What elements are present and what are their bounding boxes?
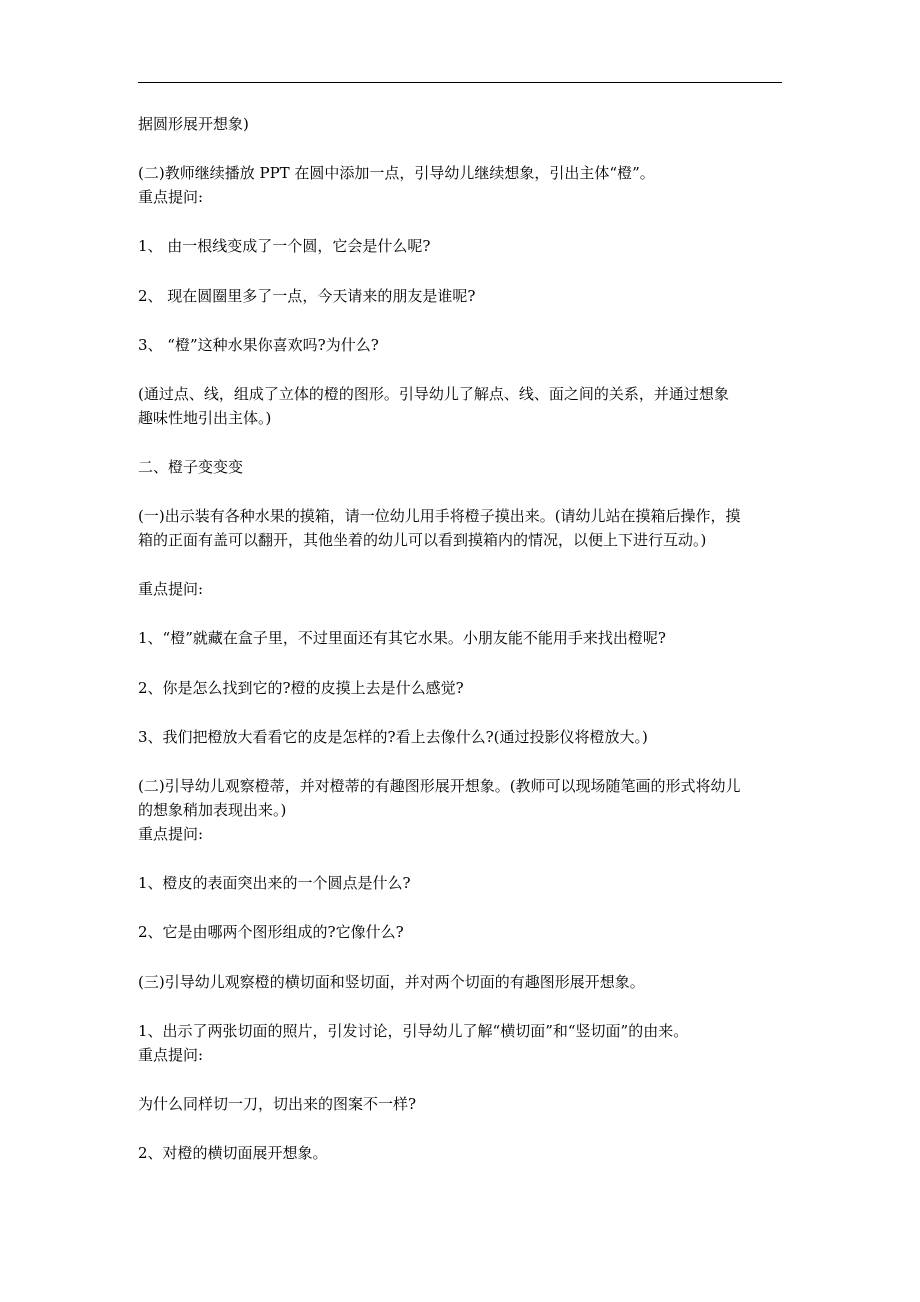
text-line-question-1: 1、“橙”就藏在盒子里，不过里面还有其它水果。小朋友能不能用手来找出橙呢? — [138, 629, 666, 647]
text-line-activity-2-cont: 的想象稍加表现出来。) — [138, 801, 287, 819]
text-line-question: 为什么同样切一刀，切出来的图案不一样? — [138, 1095, 417, 1113]
text-line-question-2: 2、你是怎么找到它的?橙的皮摸上去是什么感觉? — [138, 679, 464, 697]
text-line-question-1: 1、 由一根线变成了一个圆，它会是什么呢? — [138, 237, 431, 255]
text-line-activity-3: (三)引导幼儿观察橙的横切面和竖切面，并对两个切面的有趣图形展开想象。 — [138, 973, 645, 991]
text-line-section-2: (二)教师继续播放 PPT 在圆中添加一点，引导幼儿继续想象，引出主体“橙”。 — [138, 164, 655, 182]
text-line-note-cont: 趣味性地引出主体。) — [138, 409, 272, 427]
text-line-activity-1-cont: 箱的正面有盖可以翻开，其他坐着的幼儿可以看到摸箱内的情况，以便上下进行互动。) — [138, 531, 707, 549]
text-line-question-2: 2、它是由哪两个图形组成的?它像什么? — [138, 923, 404, 941]
text-line-question-1: 1、橙皮的表面突出来的一个圆点是什么? — [138, 874, 411, 892]
text-line-step-1: 1、出示了两张切面的照片，引发讨论，引导幼儿了解“横切面”和“竖切面”的由来。 — [138, 1022, 689, 1040]
text-line-note: (通过点、线，组成了立体的橙的图形。引导幼儿了解点、线、面之间的关系，并通过想象 — [138, 385, 729, 403]
text-line-key-questions: 重点提问: — [138, 825, 204, 843]
text-line-activity-1: (一)出示装有各种水果的摸箱，请一位幼儿用手将橙子摸出来。(请幼儿站在摸箱后操作，摸 — [138, 507, 741, 525]
header-rule — [138, 82, 782, 83]
text-line-key-questions: 重点提问: — [138, 580, 204, 598]
text-line-key-questions: 重点提问: — [138, 188, 204, 206]
text-line-key-questions: 重点提问: — [138, 1046, 204, 1064]
text-line-activity-2: (二)引导幼儿观察橙蒂，并对橙蒂的有趣图形展开想象。(教师可以现场随笔画的形式将幼儿 — [138, 777, 741, 795]
text-line-step-2: 2、对橙的横切面展开想象。 — [138, 1144, 328, 1162]
text-line-heading-2: 二、橙子变变变 — [138, 458, 244, 476]
text-line-question-2: 2、 现在圆圈里多了一点，今天请来的朋友是谁呢? — [138, 287, 476, 305]
text-line-continuation: 据圆形展开想象) — [138, 115, 249, 133]
text-line-question-3: 3、 “橙”这种水果你喜欢吗?为什么? — [138, 336, 379, 354]
text-line-question-3: 3、我们把橙放大看看它的皮是怎样的?看上去像什么?(通过投影仪将橙放大。) — [138, 728, 648, 746]
